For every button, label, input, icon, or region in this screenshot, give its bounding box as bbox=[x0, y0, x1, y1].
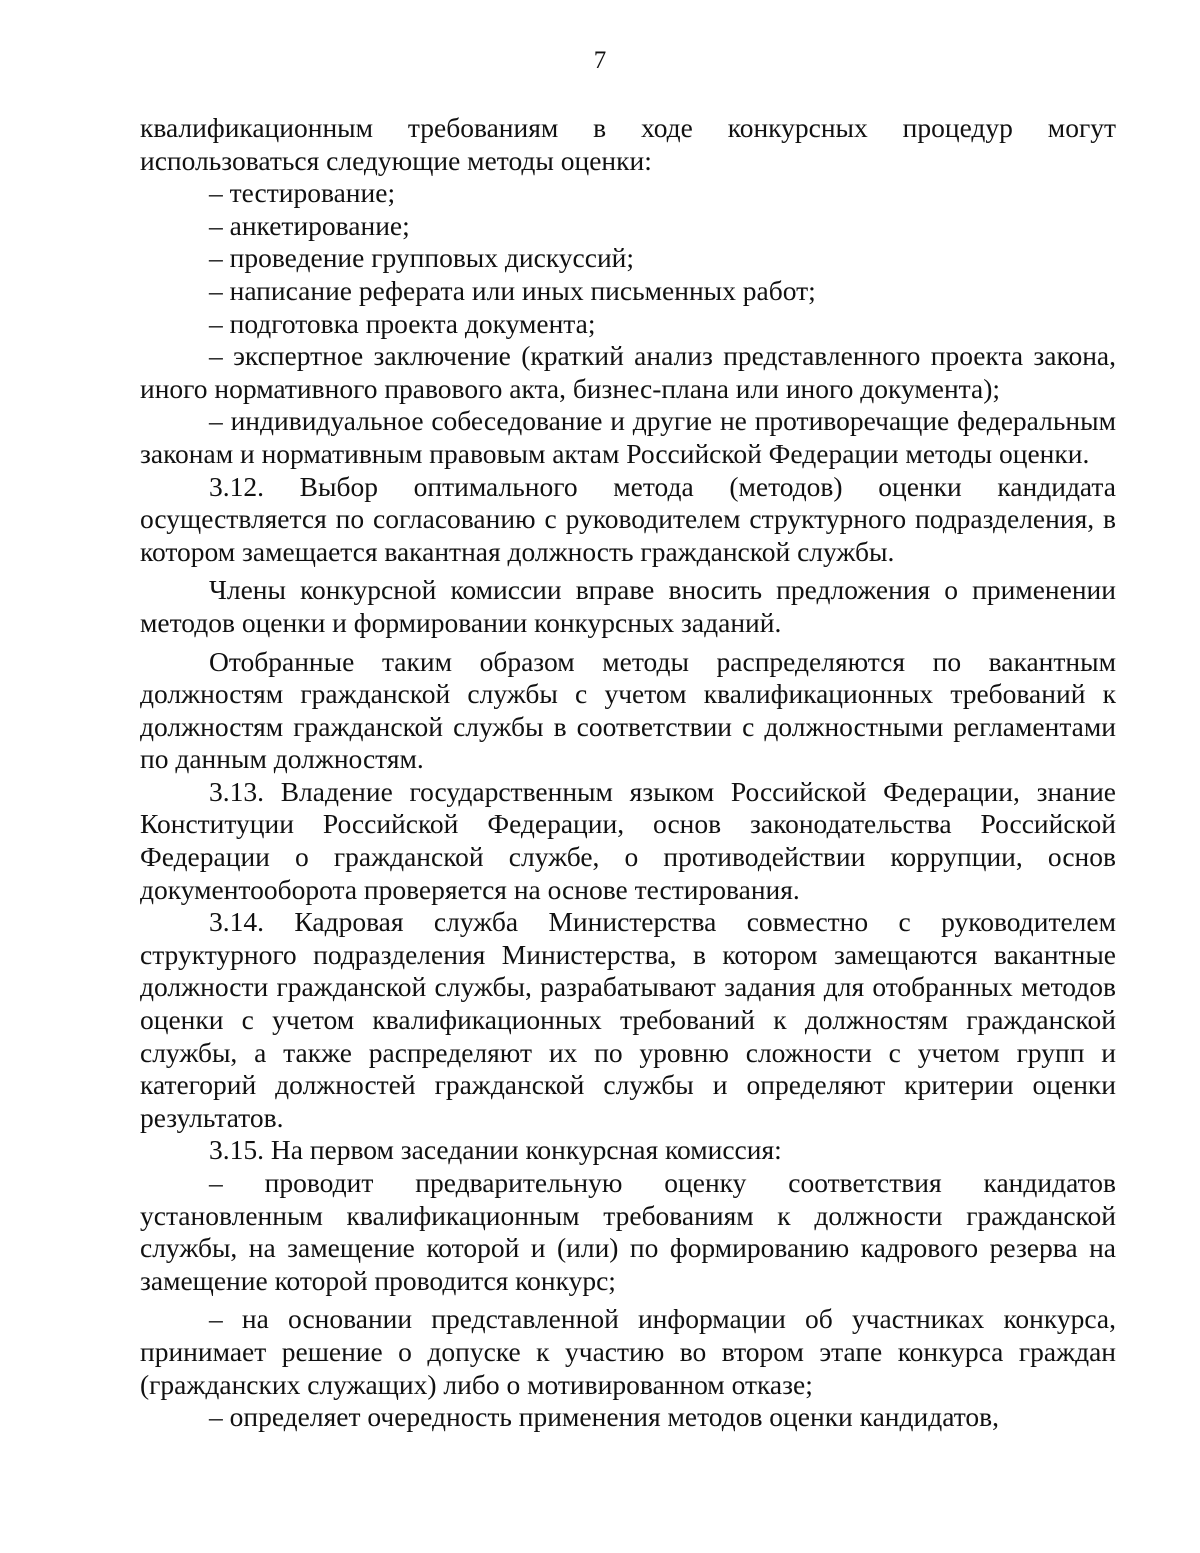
list-item-draft-document: – подготовка проекта документа; bbox=[209, 307, 596, 339]
list-item-group-discussion: – проведение групповых дискуссий; bbox=[209, 242, 635, 274]
paragraph-commission-members: Члены конкурсной комиссии вправе вносить предложения о применении методов оценки и формировании конкурсных заданий. bbox=[140, 574, 1116, 638]
paragraph-3-15: 3.15. На первом заседании конкурсная комиссия: bbox=[209, 1134, 782, 1166]
paragraph-selected-methods: Отобранные таким образом методы распределяются по вакантным должностям гражданской службы с учетом квалификационных требований к должностям гражданской службы в соответствии с должностными регламентами по данным должностям. bbox=[140, 645, 1116, 775]
list-item-preliminary-assessment: – проводит предварительную оценку соответствия кандидатов установленным квалификационным требованиям к должности гражданской службы, на замещение которой и (или) по формированию кадрового резерва на замещение которой проводится конкурс; bbox=[140, 1167, 1116, 1296]
list-item-order-of-methods: – определяет очередность применения методов оценки кандидатов, bbox=[209, 1401, 999, 1433]
document-body bbox=[140, 112, 1116, 1434]
list-item-expert-opinion: – экспертное заключение (краткий анализ представленного проекта закона, иного нормативного правового акта, бизнес-плана или иного документа); bbox=[140, 340, 1116, 404]
list-item-admission-decision: – на основании представленной информации об участниках конкурса, принимает решение о допуске к участию во втором этапе конкурса граждан (гражданских служащих) либо о мотивированном отказе; bbox=[140, 1303, 1116, 1400]
paragraph-3-12: 3.12. Выбор оптимального метода (методов) оценки кандидата осуществляется по согласованию с руководителем структурного подразделения, в котором замещается вакантная должность гражданской службы. bbox=[140, 470, 1116, 567]
paragraph-intro: квалификационным требованиям в ходе конкурсных процедур могут использоваться следующие методы оценки: bbox=[140, 112, 1116, 176]
list-item-essay: – написание реферата или иных письменных работ; bbox=[209, 274, 816, 306]
list-item-questionnaire: – анкетирование; bbox=[209, 209, 410, 241]
paragraph-3-14: 3.14. Кадровая служба Министерства совместно с руководителем структурного подразделения Министерства, в котором замещаются вакантные должности гражданской службы, разрабатывают задания для отобранных методов оценки с учетом квалификационных требований к должностям гражданской службы, а также распределяют их по уровню сложности с учетом групп и категорий должностей гражданской службы и определяют критерии оценки результатов. bbox=[140, 906, 1116, 1133]
page-number: 7 bbox=[593, 47, 607, 74]
list-item-interview: – индивидуальное собеседование и другие не противоречащие федеральным законам и нормативным правовым актам Российской Федерации методы оценки. bbox=[140, 405, 1116, 469]
list-item-testing: – тестирование; bbox=[209, 177, 396, 209]
paragraph-3-13: 3.13. Владение государственным языком Российской Федерации, знание Конституции Российской Федерации, основ законодательства Российской Федерации о гражданской службе, о противодействии коррупции, основ документооборота проверяется на основе тестирования. bbox=[140, 775, 1116, 905]
